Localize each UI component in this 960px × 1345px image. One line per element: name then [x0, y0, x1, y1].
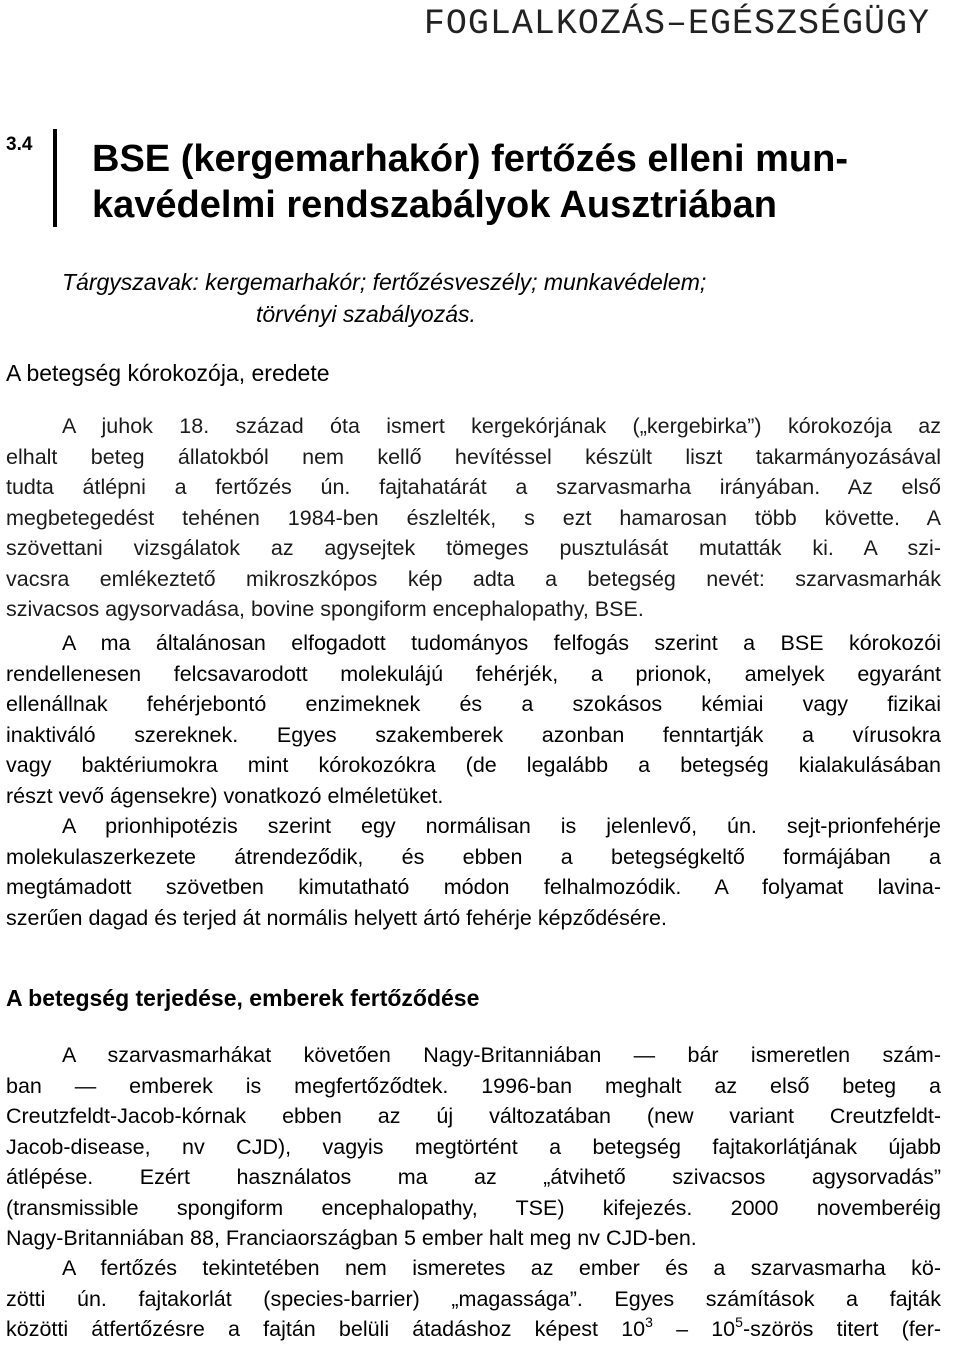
section-number: 3.4: [6, 134, 33, 155]
title-line-2: kavédelmi rendszabályok Ausztriában: [92, 184, 777, 226]
paragraph-3: [6, 811, 941, 933]
paragraph-line: A ma általánosan elfogadott tudományos felfogás szerint a BSE kórokozói: [62, 631, 941, 655]
paragraph-line: A fertőzés tekintetében nem ismeretes az ember és a szarvasmarha kö-: [62, 1256, 941, 1280]
paragraph-line: ban — emberek is megfertőződtek. 1996-ban meghalt az első beteg a: [6, 1073, 941, 1098]
paragraph-line: vagy baktériumokra mint kórokozókra (de legalább a betegség kialakulásában: [6, 753, 941, 777]
paragraph-line: tudta átlépni a fertőzés ún. fajtahatárát a szarvasmarha irányában. Az első: [6, 475, 941, 499]
paragraph-line: Nagy-Britanniában 88, Franciaországban 5 ember halt meg nv CJD-ben.: [6, 1226, 697, 1250]
paragraph-line: részt vevő ágensekre) vonatkozó elméletüket.: [6, 783, 444, 808]
paragraph-5: [6, 1253, 941, 1345]
paragraph-line: Jacob-disease, nv CJD), vagyis megtörtént a betegség fajtakorlátjának újabb: [6, 1134, 941, 1159]
paragraph-line: megtámadott szövetben kimutatható módon felhalmozódik. A folyamat lavina-: [6, 875, 941, 899]
paragraph-1: [6, 411, 941, 625]
paragraph-line: (transmissible spongiform encephalopathy, TSE) kifejezés. 2000 novemberéig: [6, 1195, 941, 1220]
page-title: [92, 136, 942, 228]
keywords: [62, 266, 922, 330]
paragraph-4: [6, 1040, 941, 1254]
paragraph-line: elhalt beteg állatokból nem kellő hevítéssel készült liszt takarmányozásával: [6, 444, 941, 469]
title-divider: [53, 129, 57, 227]
running-header: FOGLALKOZÁS–EGÉSZSÉGÜGY: [423, 4, 930, 44]
paragraph-line: Creutzfeldt-Jacob-kórnak ebben az új változatában (new variant Creutzfeldt-: [6, 1104, 941, 1128]
paragraph-line: szerűen dagad és terjed át normális helyett ártó fehérje képződésére.: [6, 905, 667, 930]
paragraph-line: megbetegedést tehénen 1984-ben észlelték, s ezt hamarosan több követte. A: [6, 505, 941, 530]
heading-origin: A betegség kórokozója, eredete: [6, 360, 330, 386]
paragraph-line: zötti ún. fajtakorlát (species-barrier) „magassága”. Egyes számítások a fajták: [6, 1286, 941, 1311]
paragraph-line: molekulaszerkezete átrendeződik, és ebben a betegségkeltő formájában a: [6, 844, 941, 869]
paragraph-line: vacsra emlékeztető mikroszkópos kép adta a betegség nevét: szarvasmarhák: [6, 566, 941, 591]
text-fragment: – 10: [652, 1317, 736, 1341]
title-line-1: BSE (kergemarhakór) fertőzés elleni mun-: [92, 138, 848, 180]
paragraph-line: szivacsos agysorvadása, bovine spongiform encephalopathy, BSE.: [6, 597, 644, 621]
exponent: 3: [645, 1314, 653, 1330]
paragraph-line: szövettani vizsgálatok az agysejtek tömeges pusztulását mutatták ki. A szi-: [6, 536, 941, 560]
keywords-line-1: Tárgyszavak: kergemarhakór; fertőzésveszély; munkavédelem;: [62, 269, 707, 295]
paragraph-line-with-exponents: [6, 1314, 941, 1345]
paragraph-line: ellenállnak fehérjebontó enzimeknek és a szokásos kémiai vagy fizikai: [6, 692, 941, 716]
paragraph-line: A juhok 18. század óta ismert kergekórjának („kergebirka”) kórokozója az: [62, 414, 941, 438]
heading-spread: A betegség terjedése, emberek fertőződése: [6, 985, 480, 1011]
text-fragment: közötti átfertőzésre a fajtán belüli átadáshoz képest 10: [6, 1317, 646, 1341]
paragraph-line: rendellenesen felcsavarodott molekulájú fehérjék, a prionok, amelyek egyaránt: [6, 661, 941, 686]
paragraph-line: A prionhipotézis szerint egy normálisan is jelenlevő, ún. sejt-prionfehérje: [62, 814, 941, 838]
keywords-line-2: törvényi szabályozás.: [256, 301, 476, 327]
paragraph-line: A szarvasmarhákat követően Nagy-Britanniában — bár ismeretlen szám-: [62, 1043, 941, 1067]
paragraph-line: inaktiváló szereknek. Egyes szakemberek azonban fenntartják a vírusokra: [6, 722, 941, 747]
text-fragment: -szörös titert (fer-: [742, 1317, 942, 1341]
paragraph-2: [6, 628, 941, 811]
exponent: 5: [735, 1314, 743, 1330]
paragraph-line: átlépése. Ezért használatos ma az „átvihető szivacsos agysorvadás”: [6, 1165, 941, 1189]
